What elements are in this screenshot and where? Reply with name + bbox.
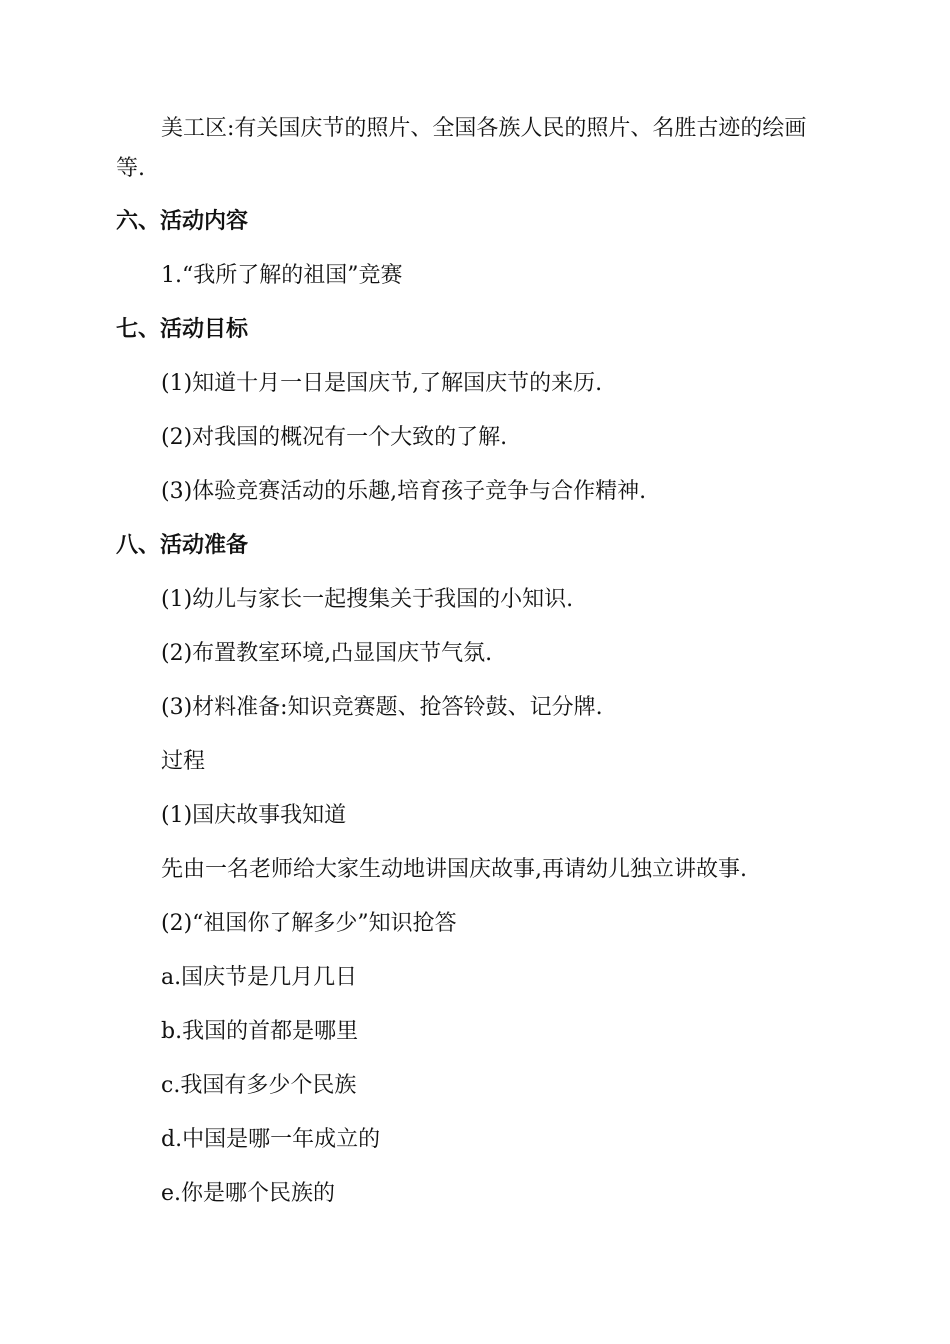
section-7-item-3: (3)体验竞赛活动的乐趣,培育孩子竞争与合作精神. bbox=[161, 479, 647, 504]
section-7-item-2: (2)对我国的概况有一个大致的了解. bbox=[161, 425, 508, 450]
question-c: c.我国有多少个民族 bbox=[161, 1073, 357, 1098]
process-step-1-title: (1)国庆故事我知道 bbox=[161, 803, 347, 828]
process-step-1-text: 先由一名老师给大家生动地讲国庆故事,再请幼儿独立讲故事. bbox=[161, 857, 747, 882]
section-8-heading: 八、活动准备 bbox=[116, 533, 249, 558]
section-6-item-1: 1.“我所了解的祖国”竞赛 bbox=[161, 263, 403, 288]
intro-line-2: 等. bbox=[116, 156, 145, 181]
process-label: 过程 bbox=[161, 749, 206, 774]
section-8-item-3: (3)材料准备:知识竞赛题、抢答铃鼓、记分牌. bbox=[161, 695, 603, 720]
question-d: d.中国是哪一年成立的 bbox=[161, 1127, 381, 1152]
question-a: a.国庆节是几月几日 bbox=[161, 965, 358, 990]
question-e: e.你是哪个民族的 bbox=[161, 1181, 336, 1206]
section-7-heading: 七、活动目标 bbox=[116, 317, 249, 342]
intro-line-1: 美工区:有关国庆节的照片、全国各族人民的照片、名胜古迹的绘画 bbox=[161, 116, 807, 141]
question-b: b.我国的首都是哪里 bbox=[161, 1019, 359, 1044]
section-8-item-2: (2)布置教室环境,凸显国庆节气氛. bbox=[161, 641, 493, 666]
section-7-item-1: (1)知道十月一日是国庆节,了解国庆节的来历. bbox=[161, 371, 603, 396]
process-step-2-title: (2)“祖国你了解多少”知识抢答 bbox=[161, 911, 457, 936]
section-8-item-1: (1)幼儿与家长一起搜集关于我国的小知识. bbox=[161, 587, 574, 612]
section-6-heading: 六、活动内容 bbox=[116, 209, 249, 234]
